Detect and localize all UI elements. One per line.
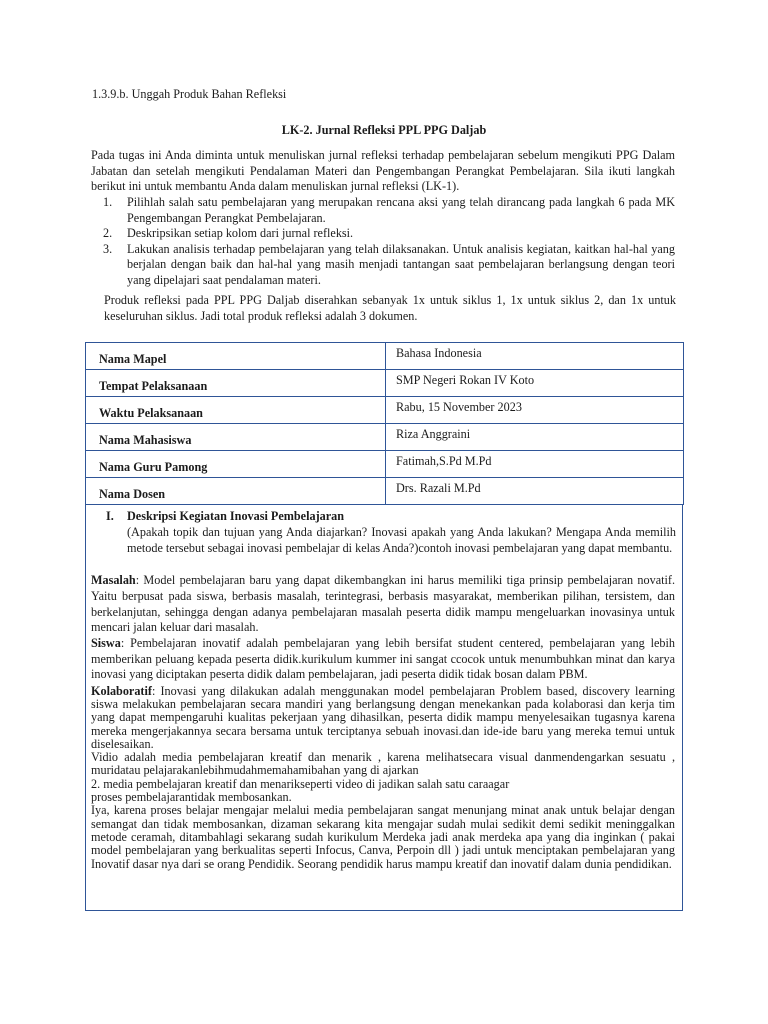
step-item bbox=[91, 226, 675, 242]
keyword: Kolaboratif bbox=[91, 683, 152, 698]
guiding-question: (Apakah topik dan tujuan yang Anda diajarkan? Inovasi apakah yang Anda lakukan? Mengapa Anda memilih metode tersebut sebagai inovasi pembelajar di kelas Anda?)contoh inovasi pembelajaran yang dapat membantu. bbox=[127, 525, 676, 555]
row-value: Bahasa Indonesia bbox=[386, 343, 684, 370]
row-value: Fatimah,S.Pd M.Pd bbox=[386, 451, 684, 478]
masalah-paragraph bbox=[91, 573, 675, 636]
info-table bbox=[85, 342, 684, 505]
table-row bbox=[86, 343, 684, 370]
step-item bbox=[91, 242, 675, 289]
step-number: 3. bbox=[103, 241, 113, 256]
step-text: Deskripsikan setiap kolom dari jurnal refleksi. bbox=[127, 226, 354, 240]
vidio-paragraph: Vidio adalah media pembelajaran kreatif dan menarik , karena melihatsecara visual danmendengarkan sesuatu , muridatau pelajarakanlebihmudahmemahamibahan yang di ajarkan bbox=[91, 750, 675, 778]
document-title: LK-2. Jurnal Refleksi PPL PPG Daljab bbox=[281, 123, 487, 137]
step-text: Pilihlah salah satu pembelajaran yang merupakan rencana aksi yang telah dirancang pada langkah 6 pada MK Pengembangan Perangkat Pembelajaran. bbox=[127, 195, 675, 225]
intro-paragraph: Pada tugas ini Anda diminta untuk menuliskan jurnal refleksi terhadap pembelajaran sebelum mengikuti PPG Dalam Jabatan dan setelah mengikuti Pendalaman Materi dan Pengembangan Perangkat Pembelajaran. Sila ikuti langkah berikut ini untuk membantu Anda dalam menuliskan jurnal refleksi (LK-1). bbox=[91, 148, 675, 193]
paragraph-text: : Model pembelajaran baru yang dapat dikembangkan ini harus memiliki tiga prinsip pembelajaran novatif. Yaitu berpusat pada siswa, berbasis masalah, terintegrasi, berbasis masyarakat, memberikan pilihan, tersistem, dan berkelanjutan, sehingga dengan adanya pembelajaran masalah peserta didik mampu mengeluarkan inovasinya untuk mencari jalan keluar dari masalah. bbox=[91, 573, 675, 635]
row-value: Riza Anggraini bbox=[386, 424, 684, 451]
paragraph-text: : Pembelajaran inovatif adalah pembelajaran yang lebih bersifat student centered, pembelajaran yang lebih memberikan peluang kepada peserta didik.kurikulum kummer ini sangat ccocok untuk menumbuhkan minat dan karya inovasi yang diciptakan peserta didik dalam pembelajaran, jadi peserta didik tidak bosan dalam PBM. bbox=[91, 636, 675, 682]
paragraph-text: : Inovasi yang dilakukan adalah menggunakan model pembelajaran Problem based, discovery learning siswa melakukan pembelajaran secara mandiri yang berlangsung dengan menekankan pada kolaborasi dan kerja tim yang dapat mempengaruhi kualitas pekerjaan yang dihasilkan, peserta didik mampu menyelesaikan tugasnya karena mereka mengerjakannya secara bersama untuk terciptanya sebuah inovasi.dan ide-ide baru yang mereka temui untuk diselesaikan. bbox=[91, 683, 675, 751]
keyword: Siswa bbox=[91, 636, 121, 651]
row-label: Tempat Pelaksanaan bbox=[86, 370, 386, 397]
row-label: Waktu Pelaksanaan bbox=[86, 397, 386, 424]
iya-paragraph: Iya, karena proses belajar mengajar melalui media pembelajaran sangat menunjang minat anak untuk belajar dengan semangat dan tidak membosankan, dizaman sekarang kita mengajar sudah mulai sedikit demi sedikit meninggalkan metode ceramah, ditambahlagi sekarang sudah kurikulum Merdeka jadi anak merdeka apa yang dia inginkan ( pakai model pembelajaran yang berkualitas seperti Infocus, Canva, Perpoin dll ) jadi untuk menciptakan pembelajaran yang Inovatif dasar nya dari se orang Pendidik. Seorang pendidik harus mampu kreatif dan inovatif dalam dunia pendidikan. bbox=[91, 803, 675, 871]
point-2: 2. media pembelajaran kreatif dan menarikseperti video di jadikan salah satu caraagar bbox=[91, 776, 510, 791]
step-item bbox=[91, 195, 675, 226]
point-2-continued: proses pembelajarantidak membosankan. bbox=[91, 790, 292, 805]
section-title-text: Deskripsi Kegiatan Inovasi Pembelajaran bbox=[127, 509, 345, 523]
section-heading: 1.3.9.b. Unggah Produk Bahan Refleksi bbox=[92, 87, 287, 101]
step-text: Lakukan analisis terhadap pembelajaran yang telah dilaksanakan. Untuk analisis kegiatan, kaitkan hal-hal yang berjalan dengan baik dan hal-hal yang masih menjadi tantangan saat pembelajaran berlangsung dengan teori yang dipelajari saat pendalaman materi. bbox=[127, 241, 675, 287]
row-value: SMP Negeri Rokan IV Koto bbox=[386, 370, 684, 397]
section-title bbox=[106, 509, 344, 524]
closing-paragraph: Produk refleksi pada PPL PPG Daljab diserahkan sebanyak 1x untuk siklus 1, 1x untuk siklus 2, dan 1x untuk keseluruhan siklus. Jadi total produk refleksi adalah 3 dokumen. bbox=[104, 293, 676, 323]
row-label: Nama Guru Pamong bbox=[86, 451, 386, 478]
row-value: Rabu, 15 November 2023 bbox=[386, 397, 684, 424]
table-row bbox=[86, 451, 684, 478]
row-value: Drs. Razali M.Pd bbox=[386, 478, 684, 505]
table-row bbox=[86, 478, 684, 505]
row-label: Nama Mapel bbox=[86, 343, 386, 370]
row-label: Nama Mahasiswa bbox=[86, 424, 386, 451]
row-label: Nama Dosen bbox=[86, 478, 386, 505]
kolaboratif-paragraph bbox=[91, 685, 675, 751]
table-row bbox=[86, 370, 684, 397]
keyword: Masalah bbox=[91, 573, 136, 587]
reflection-body bbox=[91, 573, 675, 871]
step-number: 1. bbox=[103, 195, 113, 209]
section-number: I. bbox=[106, 509, 114, 523]
step-number: 2. bbox=[103, 226, 113, 240]
table-row bbox=[86, 397, 684, 424]
instruction-steps bbox=[91, 195, 675, 288]
table-row bbox=[86, 424, 684, 451]
siswa-paragraph bbox=[91, 636, 675, 683]
